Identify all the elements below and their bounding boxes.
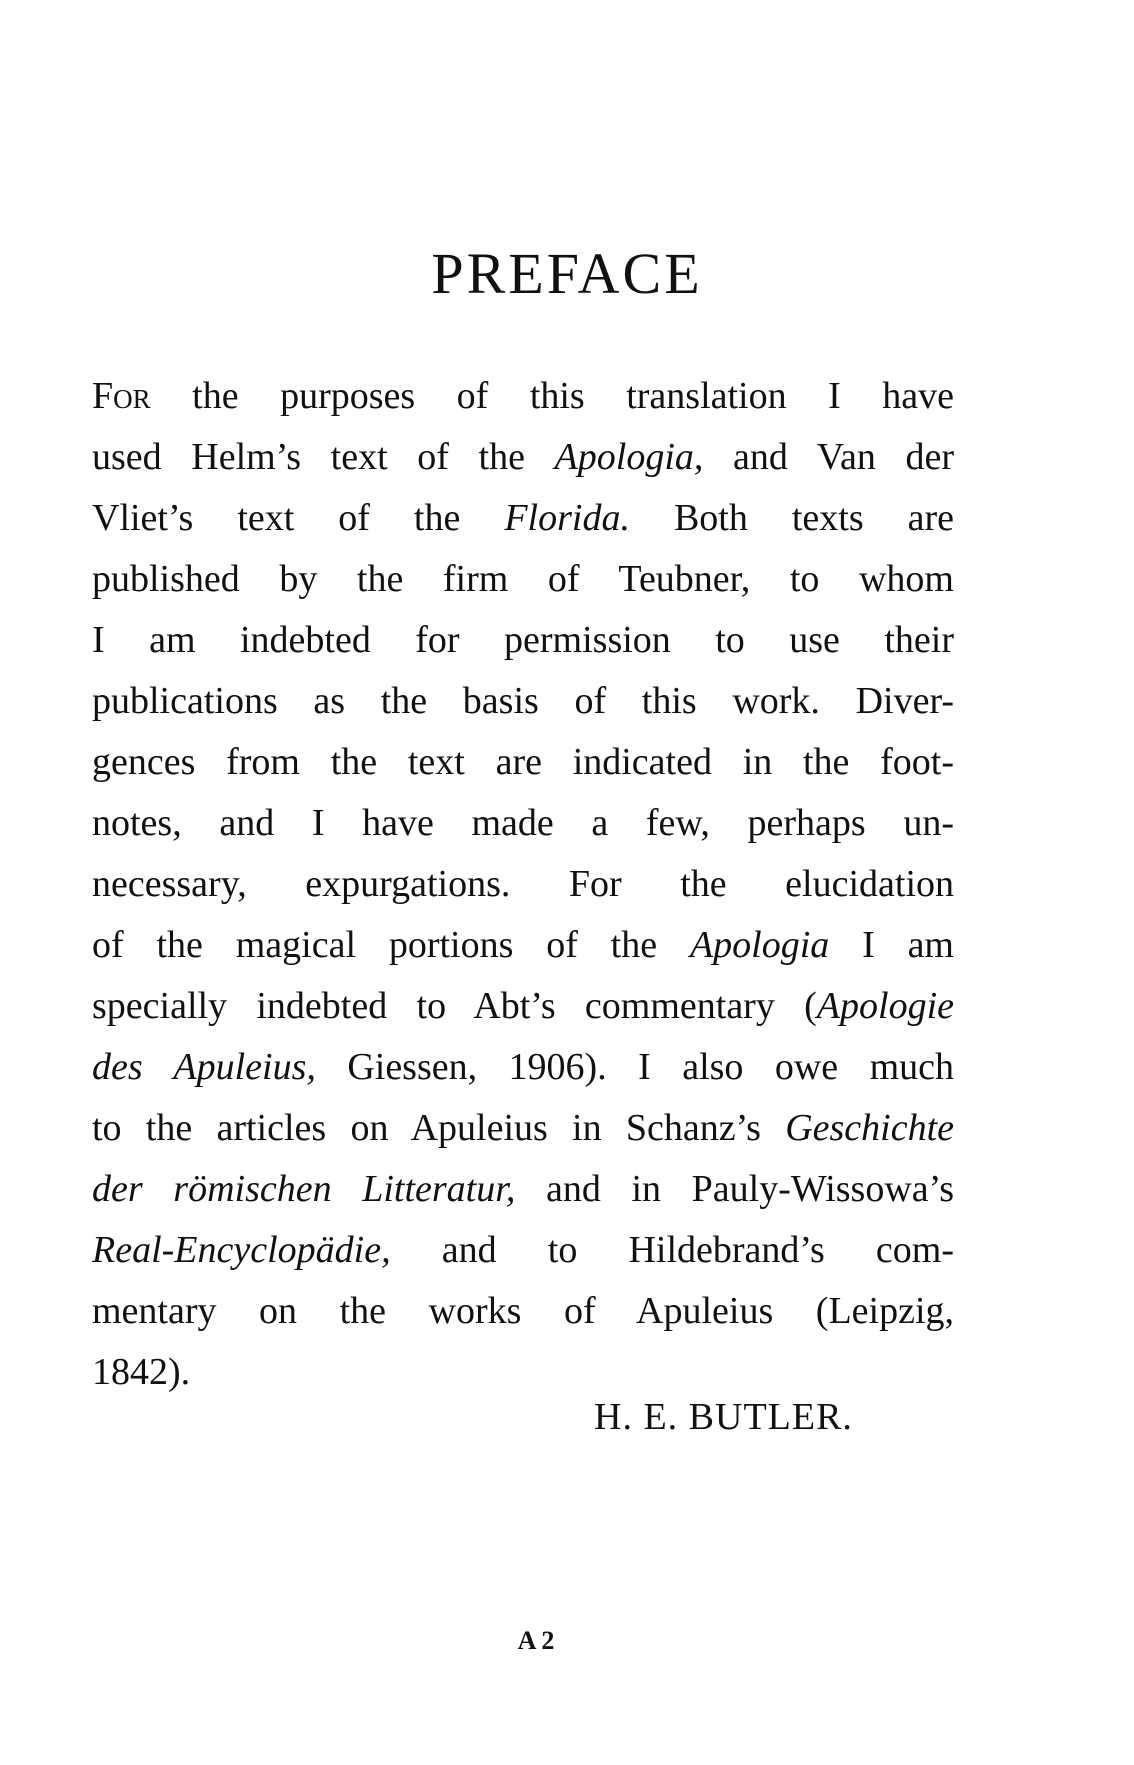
text-line: Real-Encyclopädie, and to Hildebrand’s com-	[92, 1229, 954, 1271]
page-title: PREFACE	[431, 241, 703, 306]
text-line: For the purposes of this translation I have	[92, 375, 954, 417]
text-line: to the articles on Apuleius in Schanz’s Geschichte	[92, 1107, 954, 1149]
text-line: mentary on the works of Apuleius (Leipzig,	[92, 1290, 954, 1332]
italic-title: der römischen Litteratur,	[92, 1168, 516, 1210]
page-folio: A 2	[517, 1626, 555, 1655]
text-line: used Helm’s text of the Apologia, and Van der	[92, 436, 955, 478]
text-line: 1842).	[92, 1351, 191, 1393]
text-line: notes, and I have made a few, perhaps un-	[92, 802, 954, 844]
opening-word: For	[92, 375, 151, 417]
preface-body	[92, 366, 954, 1403]
author-signature: H. E. BUTLER.	[594, 1396, 853, 1438]
text-line: necessary, expurgations. For the elucidation	[92, 863, 954, 905]
italic-title: Florida.	[504, 497, 630, 539]
text-line: publications as the basis of this work. Diver-	[92, 680, 954, 722]
italic-title: Apologia,	[554, 436, 704, 478]
italic-title: Apologia	[689, 924, 830, 966]
text-line: I am indebted for permission to use their	[92, 619, 954, 661]
italic-title: des Apuleius,	[92, 1046, 316, 1088]
text-line: der römischen Litteratur, and in Pauly-Wissowa’s	[92, 1168, 954, 1210]
text-line: Vliet’s text of the Florida. Both texts are	[92, 497, 954, 539]
text-line: des Apuleius, Giessen, 1906). I also owe much	[92, 1046, 955, 1088]
text-line: gences from the text are indicated in the foot-	[92, 741, 954, 783]
text-line: of the magical portions of the Apologia I am	[92, 924, 954, 966]
text-line: published by the firm of Teubner, to whom	[92, 558, 954, 600]
text-line: specially indebted to Abt’s commentary (Apologie	[92, 985, 954, 1027]
italic-title: Geschichte	[785, 1107, 954, 1149]
italic-title: Apologie	[816, 985, 954, 1027]
italic-title: Real-Encyclopädie,	[92, 1229, 391, 1271]
